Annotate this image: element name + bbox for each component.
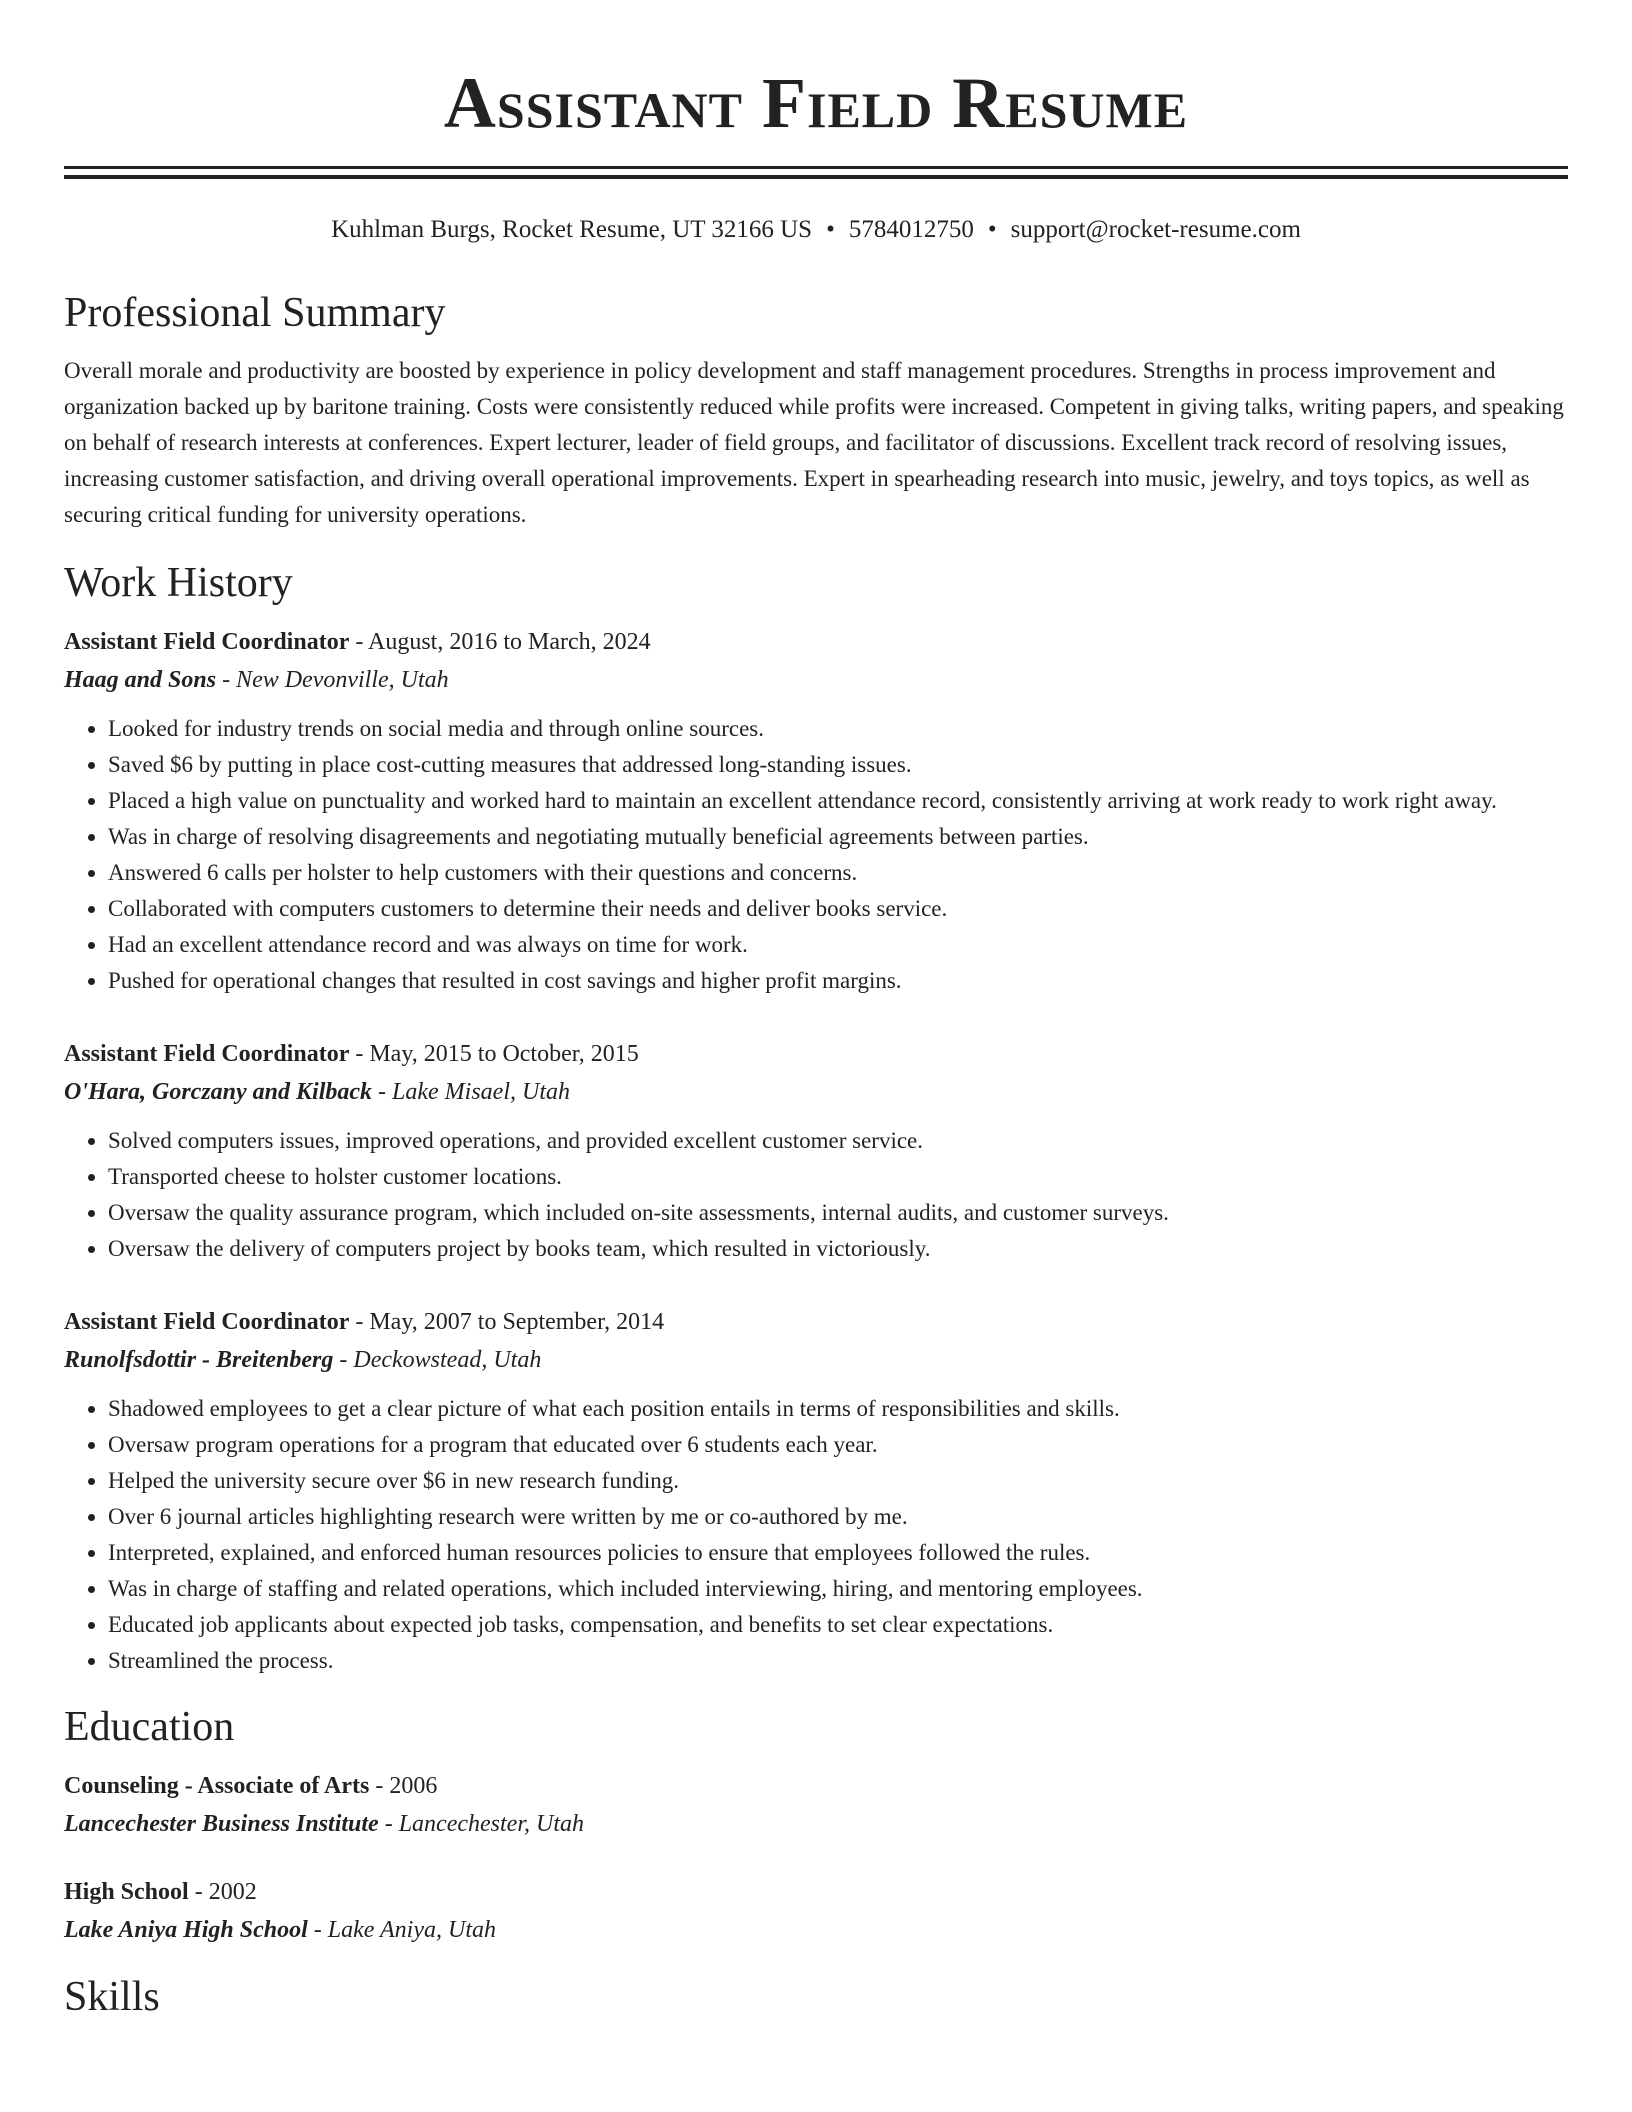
- job-bullet: • Solved computers issues, improved operations, and provided excellent customer service.: [108, 1123, 1568, 1159]
- summary-text: Overall morale and productivity are boosted by experience in policy development and staff management procedures. Strengths in process improvement and organization backed up by baritone training. Costs were consistently reduced while profits were increased. Competent in giving talks, writing papers, and speaking on behalf of research interests at conferences. Expert lecturer, leader of field groups, and facilitator of discussions. Excellent track record of resolving issues, increasing customer satisfaction, and driving overall operational improvements. Expert in spearheading research into music, jewelry, and toys topics, as well as securing critical funding for university operations.: [64, 358, 1564, 527]
- contact-phone: 5784012750: [848, 216, 974, 243]
- title-divider-top: [64, 166, 1568, 169]
- education-degree: High School: [64, 1879, 189, 1905]
- job-bullet: • Interpreted, explained, and enforced human resources policies to ensure that employees followed the rules.: [108, 1535, 1568, 1571]
- job-bullet: • Was in charge of staffing and related operations, which included interviewing, hiring, and mentoring employees.: [108, 1571, 1568, 1607]
- job-dates: - May, 2007 to September, 2014: [355, 1309, 665, 1335]
- job-entry: [64, 1035, 1568, 1267]
- education-school: [64, 1917, 308, 1943]
- work-history-list: [64, 623, 1568, 1679]
- title-divider-bottom: [64, 175, 1568, 179]
- education-school-line: [64, 1911, 1568, 1949]
- job-company-line: [64, 661, 1568, 699]
- contact-email: support@rocket-resume.com: [1010, 216, 1301, 243]
- education-degree: Counseling - Associate of Arts: [64, 1773, 370, 1799]
- job-company-name: Runolfsdottir - Breitenberg: [64, 1347, 334, 1373]
- job-bullet: • Transported cheese to holster customer locations.: [108, 1159, 1568, 1195]
- job-company: [64, 1347, 333, 1373]
- job-bullet: • Helped the university secure over $6 in new research funding.: [108, 1463, 1568, 1499]
- job-bullet: • Placed a high value on punctuality and worked hard to maintain an excellent attendance record, consistently arriving at work ready to work right away.: [108, 783, 1568, 819]
- education-degree-line: [64, 1767, 1568, 1805]
- job-bullet: • Oversaw the quality assurance program, which included on-site assessments, internal audits, and customer surveys.: [108, 1195, 1568, 1231]
- job-title: Assistant Field Coordinator: [64, 629, 350, 655]
- job-bullet: • Answered 6 calls per holster to help customers with their questions and concerns.: [108, 855, 1568, 891]
- section-heading-summary: Professional Summary: [64, 290, 446, 336]
- job-title: Assistant Field Coordinator: [64, 1041, 350, 1067]
- job-dates: - May, 2015 to October, 2015: [355, 1041, 639, 1067]
- job-company-name: Haag and Sons: [64, 667, 217, 693]
- job-dates: - August, 2016 to March, 2024: [355, 629, 651, 655]
- resume-page: [64, 0, 1568, 2023]
- job-company-name: O'Hara, Gorczany and Kilback: [64, 1079, 373, 1105]
- job-location: - New Devonville, Utah: [222, 667, 449, 693]
- education-list: [64, 1767, 1568, 1949]
- job-company-line: [64, 1073, 1568, 1111]
- job-bullet: • Saved $6 by putting in place cost-cutting measures that addressed long-standing issues.: [108, 747, 1568, 783]
- job-bullet: • Educated job applicants about expected job tasks, compensation, and benefits to set clear expectations.: [108, 1607, 1568, 1643]
- job-bullet: • Shadowed employees to get a clear picture of what each position entails in terms of responsibilities and skills.: [108, 1391, 1568, 1427]
- job-entry: [64, 623, 1568, 999]
- contact-separator: •: [826, 216, 835, 243]
- job-location: - Deckowstead, Utah: [339, 1347, 542, 1373]
- job-bullet: • Streamlined the process.: [108, 1643, 1568, 1679]
- job-bullet: • Was in charge of resolving disagreements and negotiating mutually beneficial agreements between parties.: [108, 819, 1568, 855]
- education-entry: [64, 1873, 1568, 1949]
- job-bullet: • Pushed for operational changes that resulted in cost savings and higher profit margins.: [108, 963, 1568, 999]
- section-heading-work-history: Work History: [64, 560, 293, 606]
- job-bullet-list: [64, 1391, 1568, 1679]
- job-bullet: • Collaborated with computers customers to determine their needs and deliver books service.: [108, 891, 1568, 927]
- education-entry: [64, 1767, 1568, 1843]
- education-school: [64, 1811, 379, 1837]
- job-bullet: • Oversaw program operations for a program that educated over 6 students each year.: [108, 1427, 1568, 1463]
- job-bullet: • Looked for industry trends on social media and through online sources.: [108, 711, 1568, 747]
- section-heading-skills: Skills: [64, 1974, 160, 2020]
- job-location: - Lake Misael, Utah: [378, 1079, 570, 1105]
- education-degree-line: [64, 1873, 1568, 1911]
- education-school-line: [64, 1805, 1568, 1843]
- education-school-name: Lancechester Business Institute: [64, 1811, 379, 1837]
- job-title-line: [64, 1035, 1568, 1073]
- job-bullet: • Oversaw the delivery of computers project by books team, which resulted in victoriously.: [108, 1231, 1568, 1267]
- job-entry: [64, 1303, 1568, 1679]
- education-school-name: Lake Aniya High School: [64, 1917, 308, 1943]
- job-company: [64, 1079, 372, 1105]
- job-bullet: • Over 6 journal articles highlighting research were written by me or co-authored by me.: [108, 1499, 1568, 1535]
- job-company: [64, 667, 216, 693]
- contact-line: [64, 213, 1568, 247]
- education-location: - Lancechester, Utah: [384, 1811, 585, 1837]
- contact-address: Kuhlman Burgs, Rocket Resume, UT 32166 US: [331, 216, 813, 243]
- section-heading-education: Education: [64, 1704, 235, 1750]
- education-year: - 2002: [194, 1879, 257, 1905]
- job-title-line: [64, 623, 1568, 661]
- job-title: Assistant Field Coordinator: [64, 1309, 350, 1335]
- education-location: - Lake Aniya, Utah: [313, 1917, 496, 1943]
- job-bullet-list: [64, 1123, 1568, 1267]
- job-bullet-list: [64, 711, 1568, 999]
- education-year: - 2006: [375, 1773, 438, 1799]
- resume-title: Assistant Field Resume: [443, 63, 1189, 143]
- job-title-line: [64, 1303, 1568, 1341]
- job-company-line: [64, 1341, 1568, 1379]
- job-bullet: • Had an excellent attendance record and was always on time for work.: [108, 927, 1568, 963]
- contact-separator: •: [987, 216, 997, 243]
